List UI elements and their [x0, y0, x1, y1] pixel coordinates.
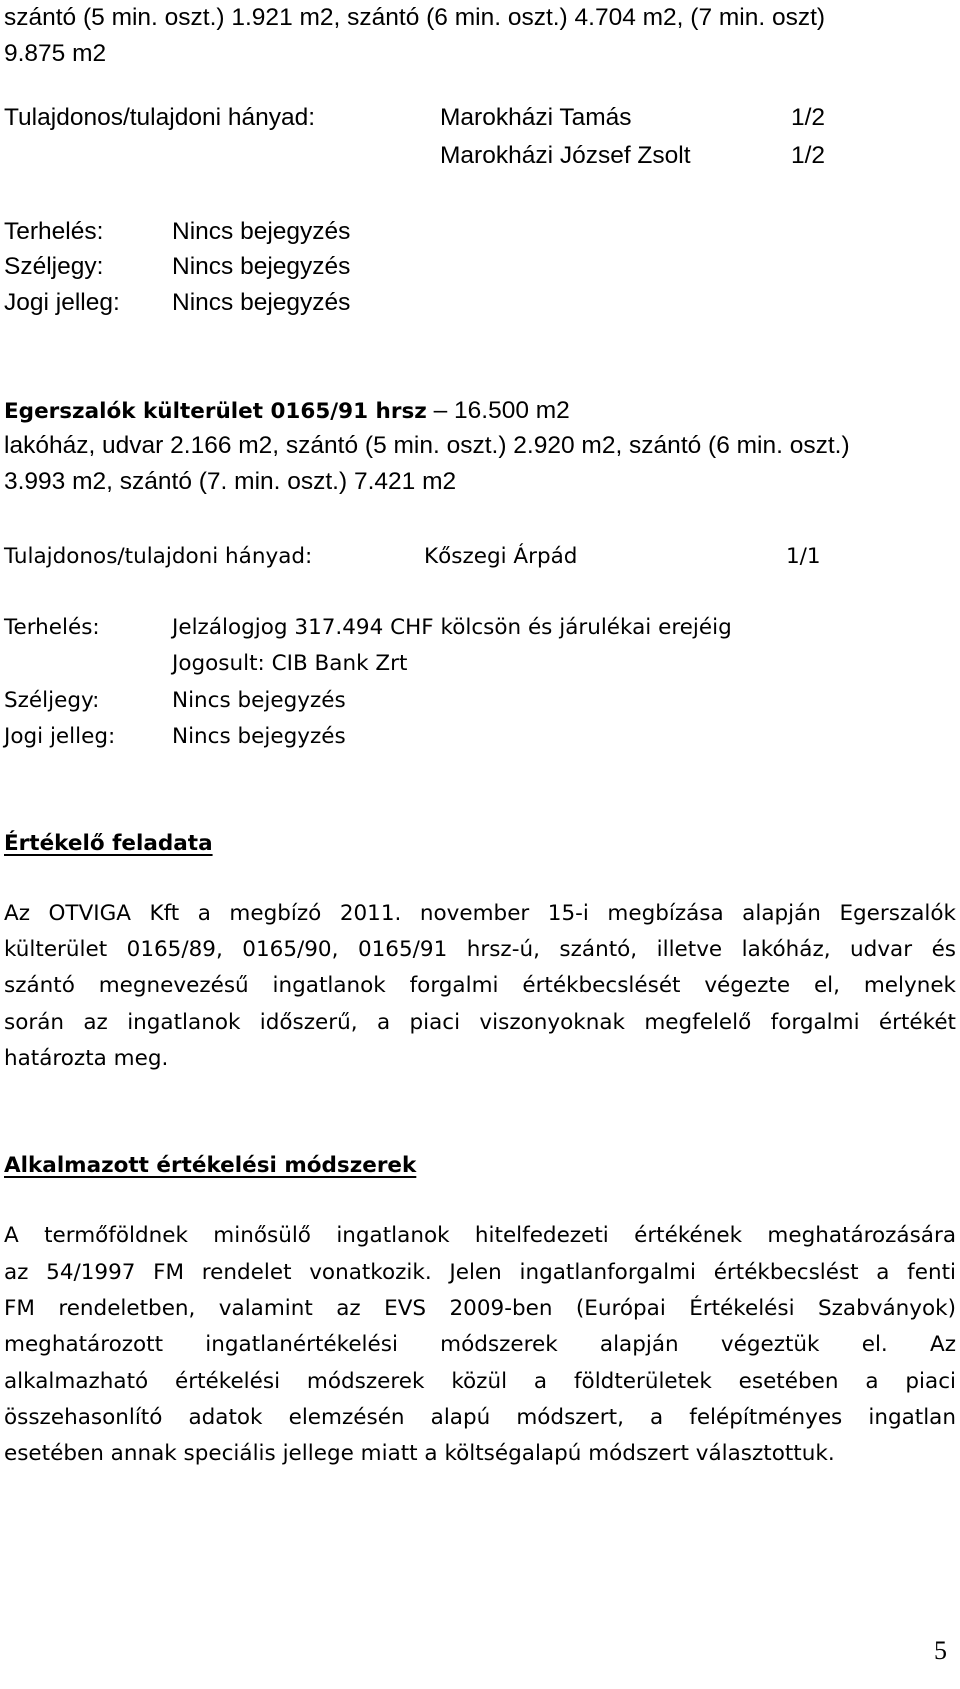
parcel2-area-line2: 3.993 m2, szántó (7. min. oszt.) 7.421 m2 — [4, 468, 457, 495]
parcel1-owner-name-1: Marokházi Tamás — [440, 104, 632, 131]
section2-line-5: alkalmazható értékelési módszerek közül a földterületek esetében a piaci — [4, 1369, 956, 1394]
section2-line-6: összehasonlító adatok elemzésén alapú módszert, a felépítményes ingatlan — [4, 1405, 956, 1430]
section2-line-1: A termőföldnek minősülő ingatlanok hitelfedezeti értékének meghatározására — [4, 1223, 956, 1248]
parcel2-owner-label: Tulajdonos/tulajdoni hányad: — [4, 544, 313, 569]
parcel2-heading-bold: Egerszalók külterület 0165/91 hrsz — [4, 399, 427, 424]
parcel2-terheles-label: Terhelés: — [4, 615, 100, 640]
parcel1-area-line2: 9.875 m2 — [4, 40, 107, 67]
parcel1-jogi-value: Nincs bejegyzés — [172, 289, 351, 316]
parcel2-szeljegy-label: Széljegy: — [4, 688, 100, 713]
parcel2-owner-share: 1/1 — [786, 544, 821, 569]
parcel2-area-line1: lakóház, udvar 2.166 m2, szántó (5 min. oszt.) 2.920 m2, szántó (6 min. oszt.) — [4, 432, 850, 459]
section-title-ertekelo-feladata: Értékelő feladata — [4, 831, 213, 856]
page-number: 5 — [934, 1636, 947, 1665]
section1-line-3: szántó megnevezésű ingatlanok forgalmi értékbecslését végezte el, melynek — [4, 973, 956, 998]
parcel2-heading — [4, 397, 570, 425]
section1-line-1: Az OTVIGA Kft a megbízó 2011. november 15-i megbízása alapján Egerszalók — [4, 901, 956, 926]
parcel1-owner-share-2: 1/2 — [791, 142, 826, 169]
parcel1-owner-name-2: Marokházi József Zsolt — [440, 142, 691, 169]
parcel1-szeljegy-value: Nincs bejegyzés — [172, 253, 351, 280]
parcel1-terheles-value: Nincs bejegyzés — [172, 218, 351, 245]
section2-line-4: meghatározott ingatlanértékelési módszerek alapján végeztük el. Az — [4, 1332, 956, 1357]
section2-line-3: FM rendeletben, valamint az EVS 2009-ben (Európai Értékelési Szabványok) — [4, 1296, 956, 1321]
section1-line-4: során az ingatlanok időszerű, a piaci viszonyoknak megfelelő forgalmi értékét — [4, 1010, 956, 1035]
parcel1-szeljegy-label: Széljegy: — [4, 253, 104, 280]
parcel2-terheles-value-1: Jelzálogjog 317.494 CHF kölcsön és járulékai erejéig — [172, 615, 732, 640]
parcel1-terheles-label: Terhelés: — [4, 218, 104, 245]
section2-line-7: esetében annak speciális jellege miatt a költségalapú módszert választottuk. — [4, 1441, 835, 1466]
section1-line-2: külterület 0165/89, 0165/90, 0165/91 hrsz-ú, szántó, illetve lakóház, udvar és — [4, 937, 956, 962]
parcel2-owner-name: Kőszegi Árpád — [424, 544, 578, 569]
parcel1-owner-label: Tulajdonos/tulajdoni hányad: — [4, 104, 316, 131]
section-title-alkalmazott-modszerek: Alkalmazott értékelési módszerek — [4, 1153, 417, 1178]
section2-line-2: az 54/1997 FM rendelet vonatkozik. Jelen ingatlanforgalmi értékbecslést a fenti — [4, 1260, 956, 1285]
parcel2-jogi-label: Jogi jelleg: — [4, 724, 116, 749]
parcel2-heading-area: – 16.500 m2 — [426, 397, 570, 424]
parcel1-area-line1: szántó (5 min. oszt.) 1.921 m2, szántó (6 min. oszt.) 4.704 m2, (7 min. oszt) — [4, 4, 826, 31]
parcel2-szeljegy-value: Nincs bejegyzés — [172, 688, 346, 713]
parcel1-jogi-label: Jogi jelleg: — [4, 289, 120, 316]
parcel2-jogi-value: Nincs bejegyzés — [172, 724, 346, 749]
section1-line-5: határozta meg. — [4, 1046, 169, 1071]
parcel1-owner-share-1: 1/2 — [791, 104, 826, 131]
parcel2-terheles-value-2: Jogosult: CIB Bank Zrt — [172, 651, 408, 676]
